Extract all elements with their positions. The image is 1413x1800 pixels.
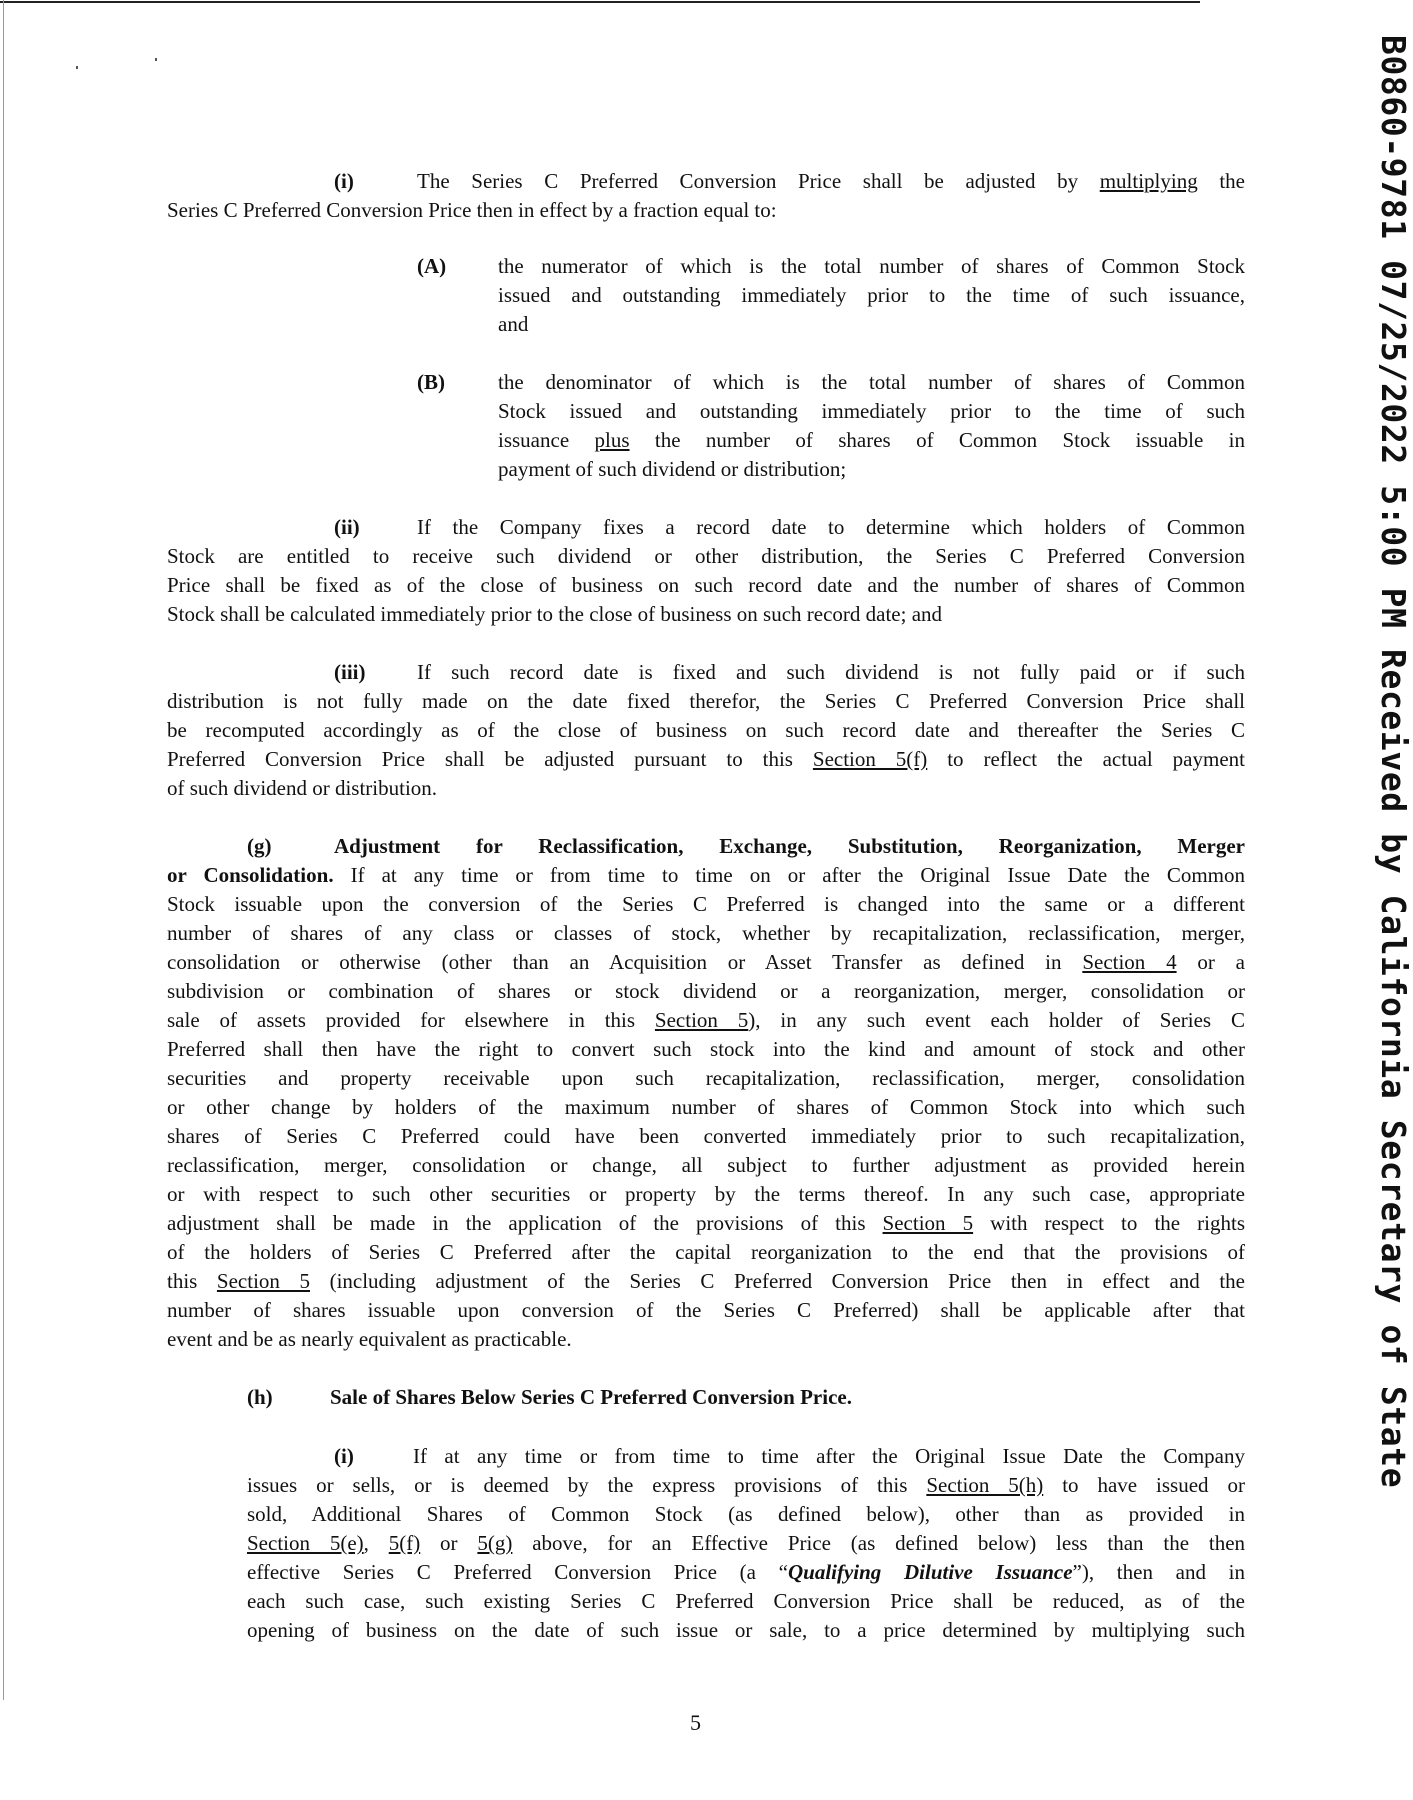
paragraph-h-i bbox=[0, 1442, 1404, 1645]
text-run: to have issued or bbox=[1043, 1473, 1245, 1497]
text-line bbox=[167, 1151, 1245, 1180]
section-reference: Section 4 bbox=[1082, 950, 1177, 974]
text-line bbox=[167, 1238, 1245, 1267]
section-reference: plus bbox=[594, 428, 630, 452]
text-run: , bbox=[363, 1531, 389, 1555]
filing-receipt-stamp: B0860-9781 07/25/2022 5:00 PM Received by California Secretary of State bbox=[1374, 35, 1413, 1489]
section-reference: Section 5(e) bbox=[247, 1531, 364, 1555]
text-run: or other change by holders of the maximum number of shares of Common Stock into which such bbox=[167, 1095, 1245, 1119]
text-run: Stock shall be calculated immediately prior to the close of business on such record date; and bbox=[167, 602, 943, 626]
paragraph-label: (i) bbox=[334, 1444, 354, 1468]
text-line bbox=[330, 1383, 1245, 1412]
text-line bbox=[167, 745, 1245, 774]
text-line bbox=[413, 1442, 1245, 1471]
text-run: event and be as nearly equivalent as practicable. bbox=[167, 1327, 572, 1351]
paragraph-label: (iii) bbox=[334, 660, 366, 684]
text-run: the denominator of which is the total number of shares of Common bbox=[498, 370, 1245, 394]
text-run: to reflect the actual payment bbox=[927, 747, 1245, 771]
paragraph-label: (A) bbox=[417, 254, 447, 278]
text-line bbox=[167, 1267, 1245, 1296]
text-run: If such record date is fixed and such dividend is not fully paid or if such bbox=[417, 660, 1245, 684]
section-reference: Section 5 bbox=[654, 1008, 749, 1032]
text-run: number of shares of any class or classes of stock, whether by recapitalization, reclassification, merger, bbox=[167, 921, 1245, 945]
text-line bbox=[498, 368, 1245, 397]
text-line bbox=[417, 658, 1245, 687]
paragraph-f-iii bbox=[0, 658, 1404, 803]
text-run: or a bbox=[1176, 950, 1245, 974]
text-run: Stock issued and outstanding immediately prior to the time of such bbox=[498, 399, 1245, 423]
text-run: subdivision or combination of shares or stock dividend or a reorganization, merger, consolidation or bbox=[167, 979, 1245, 1003]
text-run: Series C Preferred Conversion Price then in effect by a fraction equal to: bbox=[167, 198, 777, 222]
text-line bbox=[167, 1006, 1245, 1035]
text-line bbox=[498, 281, 1245, 310]
bold-heading-text: Sale of Shares Below Series C Preferred Conversion Price. bbox=[330, 1385, 852, 1409]
text-line bbox=[498, 252, 1245, 281]
text-run: Stock issuable upon the conversion of the Series C Preferred is changed into the same or a different bbox=[167, 892, 1245, 916]
text-run: or bbox=[420, 1531, 478, 1555]
bold-heading-text: or Consolidation. bbox=[167, 863, 334, 887]
text-line bbox=[167, 1122, 1245, 1151]
text-run: The Series C Preferred Conversion Price shall be adjusted by bbox=[417, 169, 1100, 193]
defined-term: Qualifying Dilutive Issuance bbox=[787, 1560, 1073, 1584]
text-line bbox=[167, 1064, 1245, 1093]
text-line bbox=[167, 774, 1245, 803]
text-line bbox=[167, 1325, 1245, 1354]
text-run: (including adjustment of the Series C Preferred Conversion Price then in effect and the bbox=[310, 1269, 1245, 1293]
section-reference: Section 5(h) bbox=[926, 1473, 1044, 1497]
text-line bbox=[167, 1035, 1245, 1064]
text-run: reclassification, merger, consolidation or change, all subject to further adjustment as provided herein bbox=[167, 1153, 1245, 1177]
text-line bbox=[498, 426, 1245, 455]
text-run: issues or sells, or is deemed by the express provisions of this bbox=[247, 1473, 927, 1497]
text-run: If the Company fixes a record date to determine which holders of Common bbox=[417, 515, 1245, 539]
text-line bbox=[247, 1500, 1245, 1529]
scan-top-border bbox=[0, 1, 1200, 3]
section-reference: 5(f) bbox=[388, 1531, 421, 1555]
scan-speck bbox=[155, 58, 157, 61]
text-run: Price shall be fixed as of the close of business on such record date and the number of shares of Common bbox=[167, 573, 1245, 597]
text-line bbox=[167, 861, 1245, 890]
section-reference: Section 5 bbox=[882, 1211, 974, 1235]
text-line bbox=[167, 948, 1245, 977]
text-line bbox=[247, 1471, 1245, 1500]
text-run: and bbox=[498, 312, 529, 336]
text-run: Preferred Conversion Price shall be adjusted pursuant to this bbox=[167, 747, 813, 771]
page-number: 5 bbox=[690, 1710, 701, 1735]
text-run: issuance bbox=[498, 428, 595, 452]
text-run: of the holders of Series C Preferred after the capital reorganization to the end that the provisions of bbox=[167, 1240, 1245, 1264]
text-run: ”), then and in bbox=[1072, 1560, 1245, 1584]
paragraph-label: (g) bbox=[247, 834, 272, 858]
text-line bbox=[247, 1529, 1245, 1558]
text-line bbox=[167, 1180, 1245, 1209]
text-line bbox=[334, 832, 1245, 861]
text-line bbox=[167, 890, 1245, 919]
text-run: the number of shares of Common Stock issuable in bbox=[629, 428, 1245, 452]
text-line bbox=[167, 600, 1245, 629]
text-run: above, for an Effective Price (as defined below) less than the then bbox=[512, 1531, 1246, 1555]
text-run: or with respect to such other securities or property by the terms thereof. In any such case, appropriate bbox=[167, 1182, 1245, 1206]
text-run: each such case, such existing Series C Preferred Conversion Price shall be reduced, as of the bbox=[247, 1589, 1245, 1613]
text-line bbox=[167, 919, 1245, 948]
text-line bbox=[247, 1558, 1245, 1587]
bold-heading-text: Adjustment for Reclassification, Exchange, Substitution, Reorganization, Merger bbox=[334, 834, 1245, 858]
text-run: ), in any such event each holder of Series C bbox=[748, 1008, 1245, 1032]
text-run: shares of Series C Preferred could have been converted immediately prior to such recapitalization, bbox=[167, 1124, 1245, 1148]
text-line bbox=[167, 542, 1245, 571]
paragraph-label: (B) bbox=[417, 370, 445, 394]
text-run: If at any time or from time to time on or after the Original Issue Date the Common bbox=[333, 863, 1245, 887]
text-run: issued and outstanding immediately prior to the time of such issuance, bbox=[498, 283, 1245, 307]
text-run: be recomputed accordingly as of the close of business on such record date and thereafter the Series C bbox=[167, 718, 1245, 742]
text-line bbox=[167, 196, 1245, 225]
text-line bbox=[247, 1587, 1245, 1616]
text-run: the numerator of which is the total number of shares of Common Stock bbox=[498, 254, 1245, 278]
text-line bbox=[167, 716, 1245, 745]
text-run: Preferred shall then have the right to convert such stock into the kind and amount of stock and other bbox=[167, 1037, 1245, 1061]
text-line bbox=[167, 571, 1245, 600]
paragraph-f-i bbox=[0, 167, 1404, 225]
paragraph-label: (h) bbox=[247, 1385, 273, 1409]
text-line bbox=[417, 167, 1245, 196]
text-run: sold, Additional Shares of Common Stock (as defined below), other than as provided in bbox=[247, 1502, 1245, 1526]
paragraph-g bbox=[0, 832, 1404, 1354]
text-run: payment of such dividend or distribution; bbox=[498, 457, 847, 481]
text-run: the bbox=[1197, 169, 1245, 193]
paragraph-f-i-a bbox=[0, 252, 1404, 339]
text-line bbox=[247, 1616, 1245, 1645]
text-run: securities and property receivable upon such recapitalization, reclassification, merger, consolidation bbox=[167, 1066, 1245, 1090]
section-reference: 5(g) bbox=[477, 1531, 513, 1555]
text-run: adjustment shall be made in the application of the provisions of this bbox=[167, 1211, 883, 1235]
paragraph-f-ii bbox=[0, 513, 1404, 629]
section-reference: Section 5(f) bbox=[812, 747, 928, 771]
text-run: consolidation or otherwise (other than an Acquisition or Asset Transfer as defined in bbox=[167, 950, 1083, 974]
text-line bbox=[498, 397, 1245, 426]
text-line bbox=[417, 513, 1245, 542]
paragraph-label: (ii) bbox=[334, 515, 360, 539]
text-run: this bbox=[167, 1269, 217, 1293]
section-reference: Section 5 bbox=[216, 1269, 310, 1293]
text-line bbox=[167, 1296, 1245, 1325]
text-line bbox=[167, 1209, 1245, 1238]
text-line bbox=[167, 1093, 1245, 1122]
text-run: distribution is not fully made on the date fixed therefor, the Series C Preferred Conversion Price shall bbox=[167, 689, 1245, 713]
text-run: number of shares issuable upon conversion of the Series C Preferred) shall be applicable after that bbox=[167, 1298, 1245, 1322]
text-run: effective Series C Preferred Conversion Price (a “ bbox=[247, 1560, 788, 1584]
text-line bbox=[167, 977, 1245, 1006]
text-line bbox=[498, 310, 1245, 339]
text-line bbox=[167, 687, 1245, 716]
text-run: opening of business on the date of such issue or sale, to a price determined by multiplying such bbox=[247, 1618, 1245, 1642]
text-run: If at any time or from time to time after the Original Issue Date the Company bbox=[413, 1444, 1245, 1468]
text-run: with respect to the rights bbox=[973, 1211, 1245, 1235]
text-run: Stock are entitled to receive such dividend or other distribution, the Series C Preferred Conversion bbox=[167, 544, 1245, 568]
text-run: of such dividend or distribution. bbox=[167, 776, 438, 800]
scan-speck bbox=[76, 66, 78, 69]
section-reference: multiplying bbox=[1099, 169, 1198, 193]
paragraph-label: (i) bbox=[334, 169, 354, 193]
paragraph-f-i-b bbox=[0, 368, 1404, 484]
section-h-heading bbox=[0, 1383, 1404, 1412]
text-run: sale of assets provided for elsewhere in this bbox=[167, 1008, 655, 1032]
text-line bbox=[498, 455, 1245, 484]
